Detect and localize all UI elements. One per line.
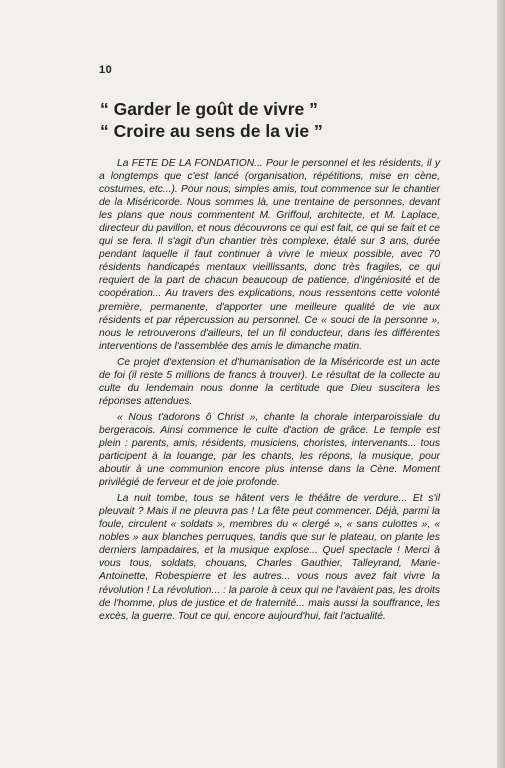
paragraph: La nuit tombe, tous se hâtent vers le théâtre de verdure... Et s'il pleuvait ? Mais il ne pleuvra pas ! La fête peut commencer. Déjà, parmi la foule, circulent « soldats », membres du « clergé », « sans culottes », « nobles » aux blanches perruques, tandis que sur le plateau, on plante les derniers lampadaires, et la musique explose... Quel spectacle ! Merci à vous tous, soldats, chouans, Charles Gauthier, Talleyrand, Marie-Antoinette, Robespierre et les autres... vous nous avez fait vivre la révolution ! La révolution... : la parole à ceux qui ne l'avaient pas, les droits de l'homme, plus de justice et de fraternité... mais aussi la souffrance, les excès, la guerre. Tout ce qui, encore aujourd'hui, fait l'actualité. — [99, 493, 440, 622]
paragraph: Ce projet d'extension et d'humanisation de la Miséricorde est un acte de foi (il reste 5 millions de francs à trouver). Le résultat de la collecte au culte du lendemain nous donne la certitude que Dieu suscitera les réponses attendues. — [99, 356, 440, 407]
title-line-1: “ Garder le goût de vivre ” — [100, 99, 318, 119]
page-number: 10 — [99, 64, 113, 76]
page-edge-shadow — [497, 0, 505, 768]
paragraph: « Nous t'adorons ô Christ », chante la chorale interparoissiale du bergeracois. Ainsi commence le culte d'action de grâce. Le temple est plein : parents, amis, résidents, musiciens, choristes, intervenants... tous participent à la louange, par les chants, les répons, la musique, pour aboutir à une communion encore plus intense dans la Cène. Moment privilégié de ferveur et de joie profonde. — [99, 411, 440, 489]
title-line-2: “ Croire au sens de la vie ” — [100, 121, 323, 141]
article-title — [100, 98, 460, 142]
article-body — [99, 157, 440, 626]
paragraph: La FETE DE LA FONDATION... Pour le personnel et les résidents, il y a longtemps que c'est lancé (organisation, répétitions, mise en cène, costumes, etc...). Pour nous, simples amis, tout commence sur le chantier de la Miséricorde. Nous sommes là, une trentaine de personnes, devant les plans que nous commentent M. Griffoul, architecte, et M. Laplace, directeur du pavillon, et nous découvrons ce qui est fait, ce qui se fait et ce qui se fera. Il s'agit d'un chantier très complexe, étalé sur 3 ans, durée pendant laquelle il faut continuer à vivre le mieux possible, avec 70 résidents handicapés mentaux vieillissants, donc très fragiles, ce qui requiert de la part de chacun beaucoup de patience, d'ingéniosité et de coopération... Au travers des explications, nous ressentons cette volonté première, permanente, d'apporter une meilleure qualité de vie aux résidents et par répercussion au personnel. Ce « souci de la personne », nous le retrouverons d'ailleurs, tel un fil conducteur, dans les différentes interventions de l'assemblée des amis le dimanche matin. — [99, 158, 440, 352]
